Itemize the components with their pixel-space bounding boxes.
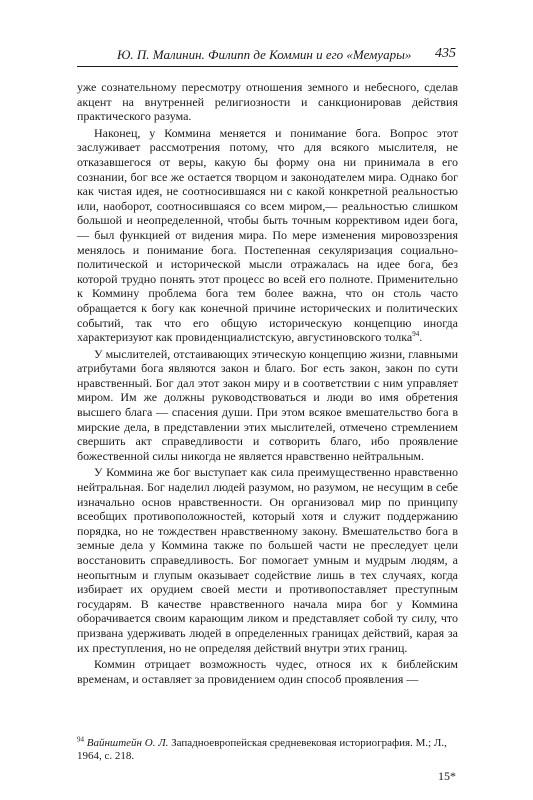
footnote [77, 737, 458, 763]
page-number: 435 [435, 46, 456, 61]
paragraph: У мыслителей, отстаивающих этическую концепцию жизни, главными атрибутами бога являются закон и благо. Бог есть закон, закон по сути нравственный. Бог дал этот закон миру и в соответствии с ним управляет миром. Им же должны руководствоваться и люди во имя обретения высшего блага — спасения души. При этом всякое вмешательство бога в мирские дела, в представлении этих мыслителей, отмечено стремлением свершить акт справедливости и сотворить благо, ибо проявление божественной силы никогда не является нравственно нейтральным. [77, 346, 458, 463]
running-header [77, 44, 458, 67]
paragraph: У Коммина же бог выступает как сила преимущественно нравственно нейтральная. Бог наделил людей разумом, но разумом, не несущим в себе изначально основ нравственности. Он организовал мир по принципу всеобщих противоположностей, который хотя и служит поддержанию порядка, но не тождествен нравственному закону. Вмешательство бога в земные дела у Коммина также по большей части не преследует цели восстановить справедливость. Бог помогает умным и мудрым людям, а неопытным и глупым оказывает содействие лишь в тех случаях, когда избирает их орудием своей мести и противопоставляет преступным государям. В качестве нравственного начала мира бог у Коммина оборачивается своим карающим ликом и представляет собой ту силу, что призвана удерживать людей в определенных границах действий, карая за их преступления, но не определяя действий внутри этих границ. [77, 465, 458, 655]
paragraph: уже сознательному пересмотру отношения земного и небесного, сделав акцент на внутренней религиозности и санкционировав действия практического разума. [77, 80, 458, 124]
paragraph: Коммин отрицает возможность чудес, относя их к библейским временам, и оставляет за провидением один способ проявления — [77, 657, 458, 686]
paragraph-text: Наконец, у Коммина меняется и понимание бога. Вопрос этот заслуживает рассмотрения потому, что для всякого мыслителя, не отказавшегося от веры, какую бы форму она ни принимала в его сознании, бог все же остается творцом и законодателем мира. Однако бог как чистая идея, не соотносившаяся ни с какой конкретной реальностью или, наоборот, соотносившаяся со всем миром,— реальностью слишком большой и неопределенной, чтобы быть точным коррективом идеи бога,— был функцией от видения мира. По мере изменения мировоззрения менялось и понимание бога. Постепенная секуляризация социально-политической и исторической мысли отражалась на идее бога, без которой трудно понять этот процесс во всей его полноте. Применительно к Коммину проблема бога тем более важна, что он столь часто обращается к богу как конечной причине исторических и политических событий, так что его общую историческую концепцию иногда характеризуют как провиденциалистскую, августиновского толка [77, 125, 458, 345]
printer-signature-mark: 15* [438, 769, 456, 783]
paragraph: Наконец, у Коммина меняется и понимание бога. Вопрос этот заслуживает рассмотрения потому, что для всякого мыслителя, не отказавшегося от веры, какую бы форму она ни принимала в его сознании, бог все же остается творцом и законодателем мира. Однако бог как чистая идея, не соотносившаяся ни с какой конкретной реальностью или, наоборот, соотносившаяся со всем миром,— реальностью слишком большой и неопределенной, чтобы быть точным коррективом идеи бога,— был функцией от видения мира. По мере изменения мировоззрения менялось и понимание бога. Постепенная секуляризация социально-политической и исторической мысли отражалась на идее бога, без которой трудно понять этот процесс во всей его полноте. Применительно к Коммину проблема бога тем более важна, что он столь часто обращается к богу как конечной причине исторических и политических событий, так что его общую историческую концепцию иногда характеризуют как провиденциалистскую, августиновского толка$^{94}$. [77, 125, 458, 345]
main-text [77, 80, 458, 688]
footnote-reference: 94 [412, 330, 420, 339]
running-header-title: Ю. П. Малинин. Филипп де Коммин и его «Мемуары» [117, 47, 412, 62]
footnote-text: Западноевропейская средневековая историография. М.; Л., 1964, с. 218. [77, 737, 447, 762]
footnote-author: Вайнштейн О. Л. [86, 737, 169, 749]
footnote-number: 94 [77, 735, 84, 744]
